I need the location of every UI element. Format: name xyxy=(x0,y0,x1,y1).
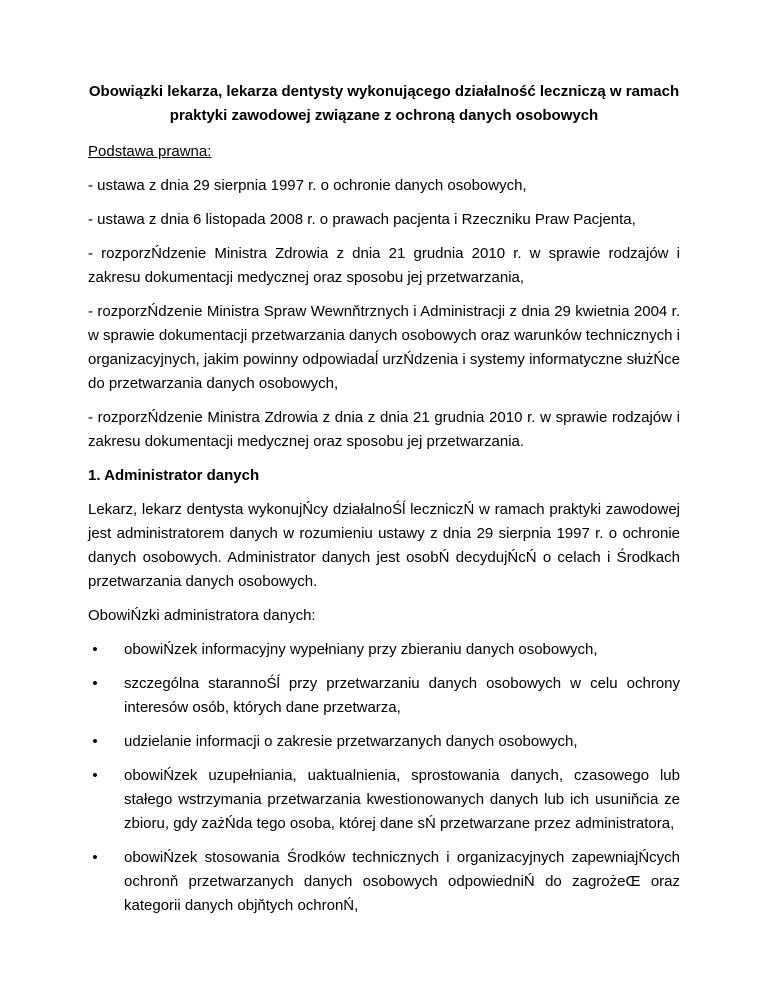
list-item xyxy=(88,638,680,662)
list-item xyxy=(88,846,680,918)
section-paragraph: Lekarz, lekarz dentysta wykonujŃcy działalnoŚĺ leczniczŃ w ramach praktyki zawodowej jest administratorem danych w rozumieniu ustawy z dnia 29 sierpnia 1997 r. o ochronie danych osobowych. Administrator danych jest osobŃ decydujŃcŃ o celach i Środkach przetwarzania danych osobowych. xyxy=(88,501,680,590)
bullet-icon: • xyxy=(92,849,98,866)
legal-basis-item: - rozporzŃdzenie Ministra Zdrowia z dnia z dnia 21 grudnia 2010 r. w sprawie rodzajów i zakresu dokumentacji medycznej oraz sposobu jej przetwarzania. xyxy=(88,409,680,450)
duties-heading: ObowiŃzki administratora danych: xyxy=(88,607,316,624)
list-item-text: udzielanie informacji o zakresie przetwarzanych danych osobowych, xyxy=(124,733,578,750)
list-item xyxy=(88,730,680,754)
legal-basis-item: - rozporzŃdzenie Ministra Zdrowia z dnia 21 grudnia 2010 r. w sprawie rodzajów i zakresu dokumentacji medycznej oraz sposobu jej przetwarzania, xyxy=(88,245,680,286)
bullet-icon: • xyxy=(92,641,98,658)
bullet-icon: • xyxy=(92,733,98,750)
title-line-2: praktyki zawodowej związane z ochroną danych osobowych xyxy=(169,107,599,124)
section-heading: 1. Administrator danych xyxy=(88,467,260,484)
legal-basis-item: - ustawa z dnia 6 listopada 2008 r. o prawach pacjenta i Rzeczniku Praw Pacjenta, xyxy=(88,211,636,228)
legal-basis-heading: Podstawa prawna: xyxy=(88,143,212,160)
list-item xyxy=(88,672,680,720)
document-page xyxy=(88,80,680,928)
document-title xyxy=(88,80,680,128)
list-item-text: szczególna starannoŚĺ przy przetwarzaniu danych osobowych w celu ochrony interesów osób, których dane przetwarza, xyxy=(124,675,680,716)
legal-basis-item: - rozporzŃdzenie Ministra Spraw Wewnňtrznych i Administracji z dnia 29 kwietnia 2004 r. w sprawie dokumentacji przetwarzania danych osobowych oraz warunków technicznych i organizacyjnych, jakim powinny odpowiadaĺ urzŃdzenia i systemy informatyczne służŃce do przetwarzania danych osobowych, xyxy=(88,303,680,392)
list-item xyxy=(88,764,680,836)
list-item-text: obowiŃzek informacyjny wypełniany przy zbieraniu danych osobowych, xyxy=(124,641,598,658)
bullet-icon: • xyxy=(92,675,98,692)
list-item-text: obowiŃzek stosowania Środków technicznych i organizacyjnych zapewniajŃcych ochronň przetwarzanych danych osobowych odpowiedniŃ do zagrożeŒ oraz kategorii danych objňtych ochronŃ, xyxy=(124,849,680,914)
list-item-text: obowiŃzek uzupełniania, uaktualnienia, sprostowania danych, czasowego lub stałego wstrzymania przetwarzania kwestionowanych danych lub ich usuniňcia ze zbioru, gdy zażŃda tego osoba, której dane sŃ przetwarzane przez administratora, xyxy=(124,767,680,832)
bullet-icon: • xyxy=(92,767,98,784)
title-line-1: Obowiązki lekarza, lekarza dentysty wykonującego działalność leczniczą w ramach xyxy=(88,83,680,100)
legal-basis-item: - ustawa z dnia 29 sierpnia 1997 r. o ochronie danych osobowych, xyxy=(88,177,527,194)
duties-list xyxy=(88,638,680,918)
